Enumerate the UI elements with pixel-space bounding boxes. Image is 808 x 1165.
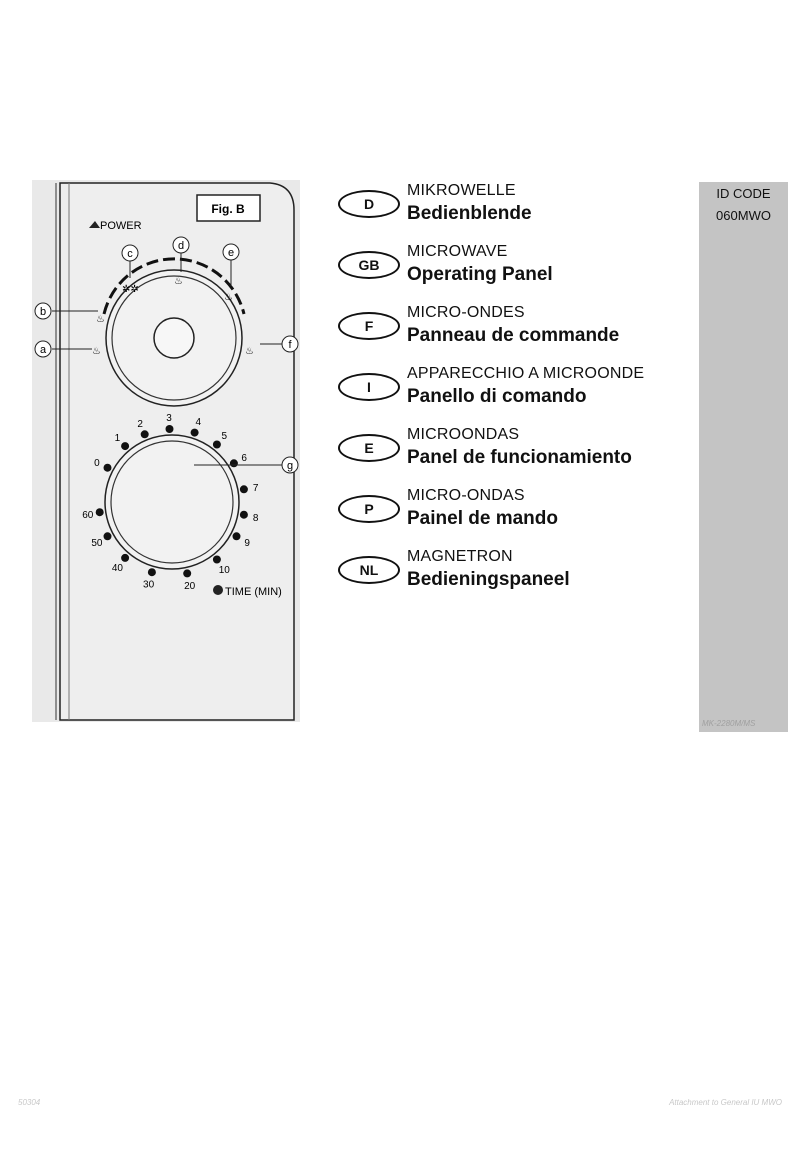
power-symbol-c: ✲✲ bbox=[122, 284, 139, 295]
language-title: MIKROWELLE bbox=[407, 182, 516, 199]
timer-scale-label: 10 bbox=[218, 565, 230, 576]
language-row-f bbox=[338, 304, 688, 365]
timer-scale-dot bbox=[141, 430, 149, 438]
timer-scale-label: 8 bbox=[252, 512, 259, 524]
language-row-e bbox=[338, 426, 688, 487]
timer-scale-label: 50 bbox=[91, 537, 103, 549]
language-title: MAGNETRON bbox=[407, 548, 513, 565]
language-title: MICROONDAS bbox=[407, 426, 520, 443]
power-symbol-b: ♨ bbox=[96, 314, 105, 325]
language-code-badge: P bbox=[338, 495, 400, 523]
timer-scale-label: 1 bbox=[114, 432, 121, 444]
timer-scale-dot bbox=[166, 425, 174, 433]
timer-scale-label: 4 bbox=[195, 417, 202, 429]
callout-b-label: b bbox=[39, 306, 47, 318]
language-row-p bbox=[338, 487, 688, 548]
callout-g-label: g bbox=[286, 460, 294, 472]
timer-scale-dot bbox=[240, 485, 248, 493]
timer-scale-dot bbox=[240, 511, 248, 519]
timer-scale-dot bbox=[148, 568, 156, 576]
language-row-d bbox=[338, 182, 688, 243]
timer-scale-label: 40 bbox=[111, 563, 123, 575]
timer-scale-label: 60 bbox=[82, 509, 94, 521]
language-subtitle: Operating Panel bbox=[407, 264, 553, 285]
timer-scale-dot bbox=[191, 429, 199, 437]
timer-scale-label: 7 bbox=[252, 483, 259, 495]
language-row-gb bbox=[338, 243, 688, 304]
language-code-badge: E bbox=[338, 434, 400, 462]
language-title: MICRO-ONDES bbox=[407, 304, 525, 321]
language-code-badge: F bbox=[338, 312, 400, 340]
timer-scale-dot bbox=[230, 459, 238, 467]
timer-scale-label: 6 bbox=[241, 453, 247, 464]
callout-c-label: c bbox=[127, 248, 133, 260]
callout-f-label: f bbox=[288, 339, 292, 351]
power-knob-center bbox=[154, 318, 194, 358]
model-number: MK-2280M/MS bbox=[702, 719, 756, 728]
language-title: MICRO-ONDAS bbox=[407, 487, 525, 504]
timer-scale-dot bbox=[233, 532, 241, 540]
timer-scale-label: 30 bbox=[143, 579, 155, 591]
language-subtitle: Painel de mando bbox=[407, 508, 558, 529]
language-title: MICROWAVE bbox=[407, 243, 508, 260]
timer-scale-dot bbox=[104, 532, 112, 540]
language-subtitle: Bedienblende bbox=[407, 203, 532, 224]
timer-scale-dot bbox=[121, 442, 129, 450]
footer-code: 50304 bbox=[18, 1098, 41, 1107]
timer-knob-outer[interactable] bbox=[105, 432, 239, 569]
language-subtitle: Panel de funcionamiento bbox=[407, 447, 632, 468]
timer-scale-dot bbox=[96, 508, 104, 516]
control-panel-drawing bbox=[32, 180, 300, 722]
id-code-title: ID CODE bbox=[716, 186, 771, 201]
id-code-column bbox=[699, 182, 788, 732]
language-title: APPARECCHIO A MICROONDE bbox=[407, 365, 645, 382]
language-subtitle: Bedieningspaneel bbox=[407, 569, 570, 590]
language-code-badge: D bbox=[338, 190, 400, 218]
language-subtitle: Panneau de commande bbox=[407, 325, 620, 346]
power-symbol-e: ♨ bbox=[224, 292, 233, 303]
timer-scale-label: 0 bbox=[94, 458, 100, 470]
timer-scale-label: 5 bbox=[221, 431, 228, 442]
id-code-value: 060MWO bbox=[716, 208, 771, 223]
timer-scale-label: 20 bbox=[184, 581, 196, 593]
timer-icon bbox=[213, 585, 223, 595]
timer-scale-dot bbox=[213, 556, 221, 564]
power-symbol-f: ♨ bbox=[245, 346, 254, 357]
power-symbol-a: ♨ bbox=[92, 346, 101, 357]
callout-d-label: d bbox=[177, 240, 185, 252]
language-list bbox=[338, 182, 688, 609]
timer-scale-dot bbox=[183, 569, 191, 577]
callout-e-label: e bbox=[227, 247, 235, 259]
power-label: POWER bbox=[100, 220, 142, 232]
language-row-i bbox=[338, 365, 688, 426]
language-subtitle: Panello di comando bbox=[407, 386, 587, 407]
fig-label: Fig. B bbox=[211, 202, 245, 216]
timer-scale-dot bbox=[121, 554, 129, 562]
control-panel-figure bbox=[32, 180, 300, 722]
timer-scale-label: 9 bbox=[244, 537, 250, 549]
footer-note: Attachment to General IU MWO bbox=[669, 1098, 782, 1107]
callout-a-label: a bbox=[39, 344, 47, 356]
language-code-badge: I bbox=[338, 373, 400, 401]
time-label: TIME (MIN) bbox=[225, 586, 282, 598]
timer-scale-dot bbox=[213, 441, 221, 449]
language-code-badge: NL bbox=[338, 556, 400, 584]
timer-scale-dot bbox=[104, 464, 112, 472]
language-code-badge: GB bbox=[338, 251, 400, 279]
timer-scale-label: 3 bbox=[166, 413, 172, 425]
language-row-nl bbox=[338, 548, 688, 609]
timer-scale-label: 2 bbox=[137, 419, 143, 431]
power-symbol-d: ♨ bbox=[174, 276, 183, 287]
